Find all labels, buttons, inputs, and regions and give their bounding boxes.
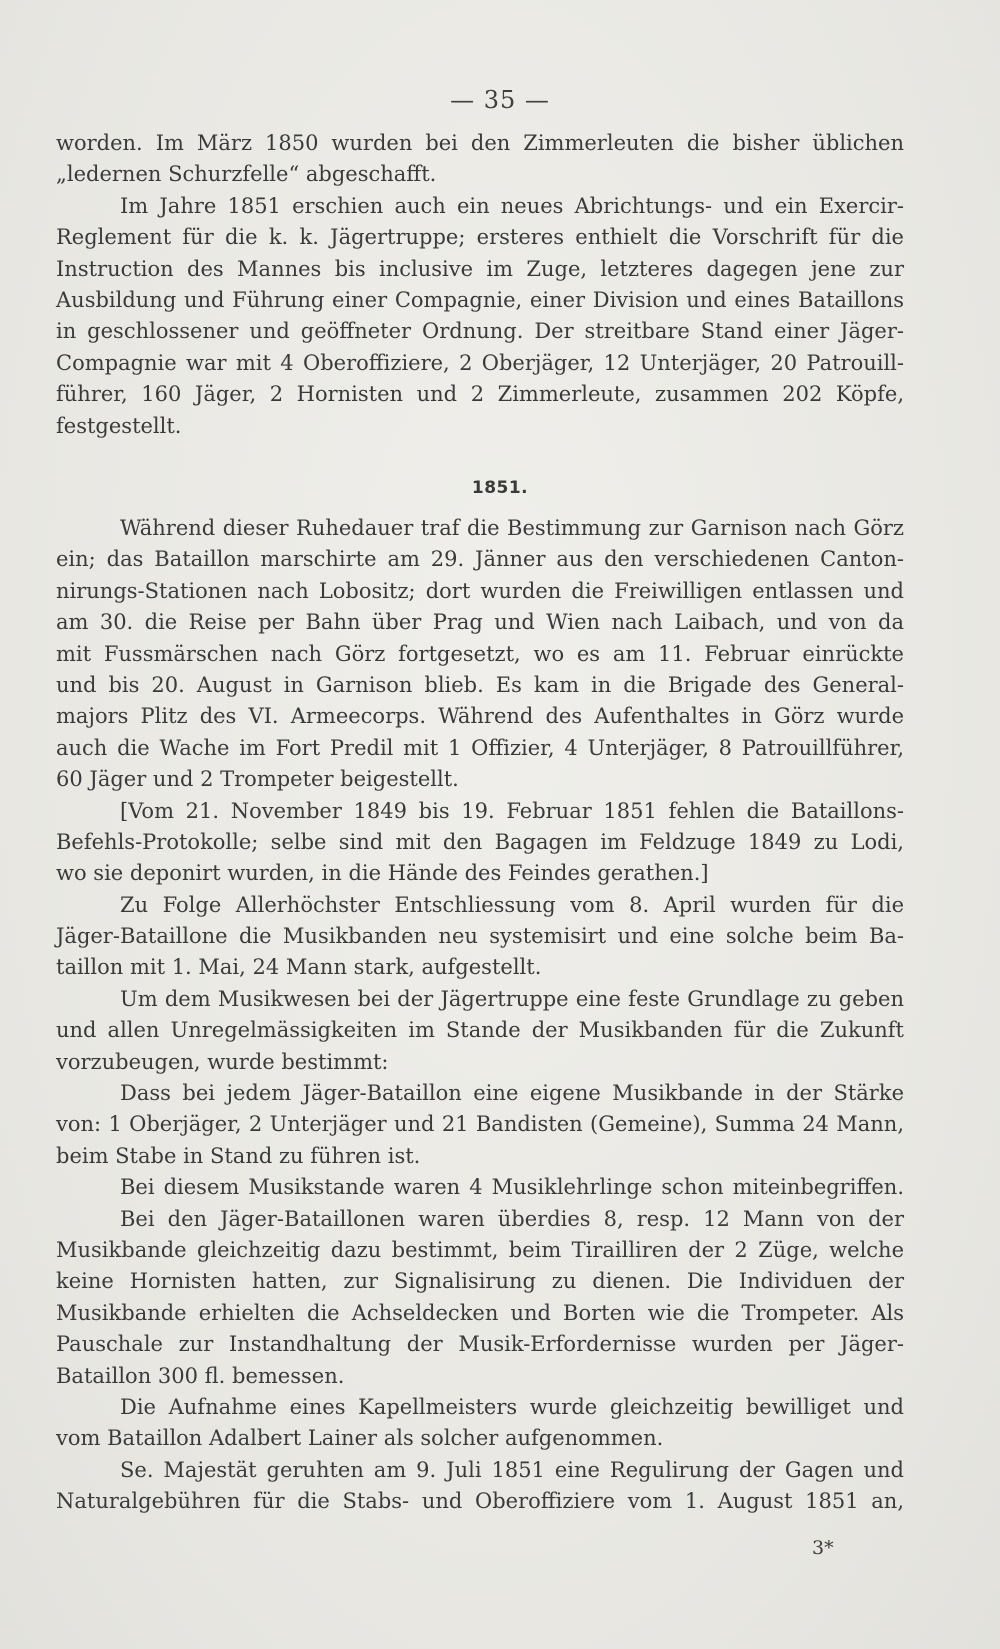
text-line: Dass bei jedem Jäger-Bataillon eine eigene Musikbande in der Stärke bbox=[120, 1081, 904, 1106]
text-line: „ledernen Schurzfelle“ abgeschafft. bbox=[56, 162, 437, 187]
text-line: worden. Im März 1850 wurden bei den Zimmerleuten die bisher üblichen bbox=[56, 131, 904, 155]
text-line: Compagnie war mit 4 Oberoffiziere, 2 Oberjäger, 12 Unterjäger, 20 Patrouill- bbox=[56, 350, 904, 375]
text-line: Im Jahre 1851 erschien auch ein neues Abrichtungs- und ein Exercir- bbox=[120, 193, 904, 218]
section-heading: 1851. bbox=[471, 478, 529, 498]
text-line: von: 1 Oberjäger, 2 Unterjäger und 21 Bandisten (Gemeine), Summa 24 Mann, bbox=[56, 1112, 904, 1137]
text-line: Naturalgebühren für die Stabs- und Oberoffiziere vom 1. August 1851 an, bbox=[56, 1489, 904, 1514]
text-line: vom Bataillon Adalbert Lainer als solcher aufgenommen. bbox=[56, 1426, 664, 1451]
text-line: 60 Jäger und 2 Trompeter beigestellt. bbox=[56, 767, 459, 792]
signature-mark: 3* bbox=[812, 1537, 834, 1559]
text-line: vorzubeugen, wurde bestimmt: bbox=[56, 1049, 389, 1074]
text-line: und bis 20. August in Garnison blieb. Es kam in die Brigade des General- bbox=[56, 672, 904, 697]
text-line: Ausbildung und Führung einer Compagnie, einer Division und eines Bataillons bbox=[56, 287, 904, 312]
text-line: Musikbande erhielten die Achseldecken und Borten wie die Trompeter. Als bbox=[56, 1300, 904, 1325]
text-line: Um dem Musikwesen bei der Jägertruppe eine feste Grundlage zu geben bbox=[120, 986, 904, 1011]
text-line: festgestellt. bbox=[56, 413, 182, 438]
text-line: Se. Majestät geruhten am 9. Juli 1851 eine Regulirung der Gagen und bbox=[120, 1457, 904, 1482]
page-number-header: — 35 — bbox=[450, 86, 550, 114]
text-line: wo sie deponirt wurden, in die Hände des Feindes gerathen.] bbox=[56, 861, 709, 886]
text-line: mit Fussmärschen nach Görz fortgesetzt, wo es am 11. Februar einrückte bbox=[56, 641, 904, 666]
text-line: Die Aufnahme eines Kapellmeisters wurde gleichzeitig bewilliget und bbox=[120, 1394, 904, 1419]
text-line: Pauschale zur Instandhaltung der Musik-Erfordernisse wurden per Jäger- bbox=[56, 1332, 904, 1357]
paragraph-block-1 bbox=[56, 128, 904, 442]
text-line: führer, 160 Jäger, 2 Hornisten und 2 Zimmerleute, zusammen 202 Köpfe, bbox=[56, 382, 904, 407]
text-line: Musikbande gleichzeitig dazu bestimmt, beim Tirailliren der 2 Züge, welche bbox=[56, 1237, 904, 1262]
text-line: Bataillon 300 fl. bemessen. bbox=[56, 1363, 345, 1388]
text-line: ein; das Bataillon marschirte am 29. Jänner aus den verschiedenen Canton- bbox=[56, 547, 904, 572]
text-line: am 30. die Reise per Bahn über Prag und Wien nach Laibach, und von da bbox=[56, 610, 904, 635]
text-line: Befehls-Protokolle; selbe sind mit den Bagagen im Feldzuge 1849 zu Lodi, bbox=[56, 829, 904, 854]
text-line: taillon mit 1. Mai, 24 Mann stark, aufgestellt. bbox=[56, 955, 542, 980]
text-line: beim Stabe in Stand zu führen ist. bbox=[56, 1143, 421, 1168]
text-line: Während dieser Ruhedauer traf die Bestimmung zur Garnison nach Görz bbox=[120, 516, 904, 540]
text-line: majors Plitz des VI. Armeecorps. Während des Aufenthaltes in Görz wurde bbox=[56, 704, 904, 729]
text-line: und allen Unregelmässigkeiten im Stande der Musikbanden für die Zukunft bbox=[56, 1018, 904, 1043]
text-line: [Vom 21. November 1849 bis 19. Februar 1851 fehlen die Bataillons- bbox=[120, 798, 904, 823]
text-line: keine Hornisten hatten, zur Signalisirung zu dienen. Die Individuen der bbox=[56, 1269, 904, 1294]
text-line: Bei den Jäger-Bataillonen waren überdies 8, resp. 12 Mann von der bbox=[120, 1206, 904, 1231]
text-line: Jäger-Bataillone die Musikbanden neu systemisirt und eine solche beim Ba- bbox=[56, 924, 904, 949]
text-line: Zu Folge Allerhöchster Entschliessung vom 8. April wurden für die bbox=[120, 892, 904, 917]
text-line: Reglement für die k. k. Jägertruppe; ersteres enthielt die Vorschrift für die bbox=[56, 225, 904, 250]
text-line: Bei diesem Musikstande waren 4 Musiklehrlinge schon miteinbegriffen. bbox=[120, 1175, 904, 1200]
text-line: Instruction des Mannes bis inclusive im Zuge, letzteres dagegen jene zur bbox=[56, 256, 904, 281]
text-line: auch die Wache im Fort Predil mit 1 Offizier, 4 Unterjäger, 8 Patrouillführer, bbox=[56, 735, 904, 760]
text-line: in geschlossener und geöffneter Ordnung. Der streitbare Stand einer Jäger- bbox=[56, 319, 904, 344]
text-line: nirungs-Stationen nach Lobositz; dort wurden die Freiwilligen entlassen und bbox=[56, 578, 904, 603]
paragraph-block-2 bbox=[56, 513, 904, 1518]
